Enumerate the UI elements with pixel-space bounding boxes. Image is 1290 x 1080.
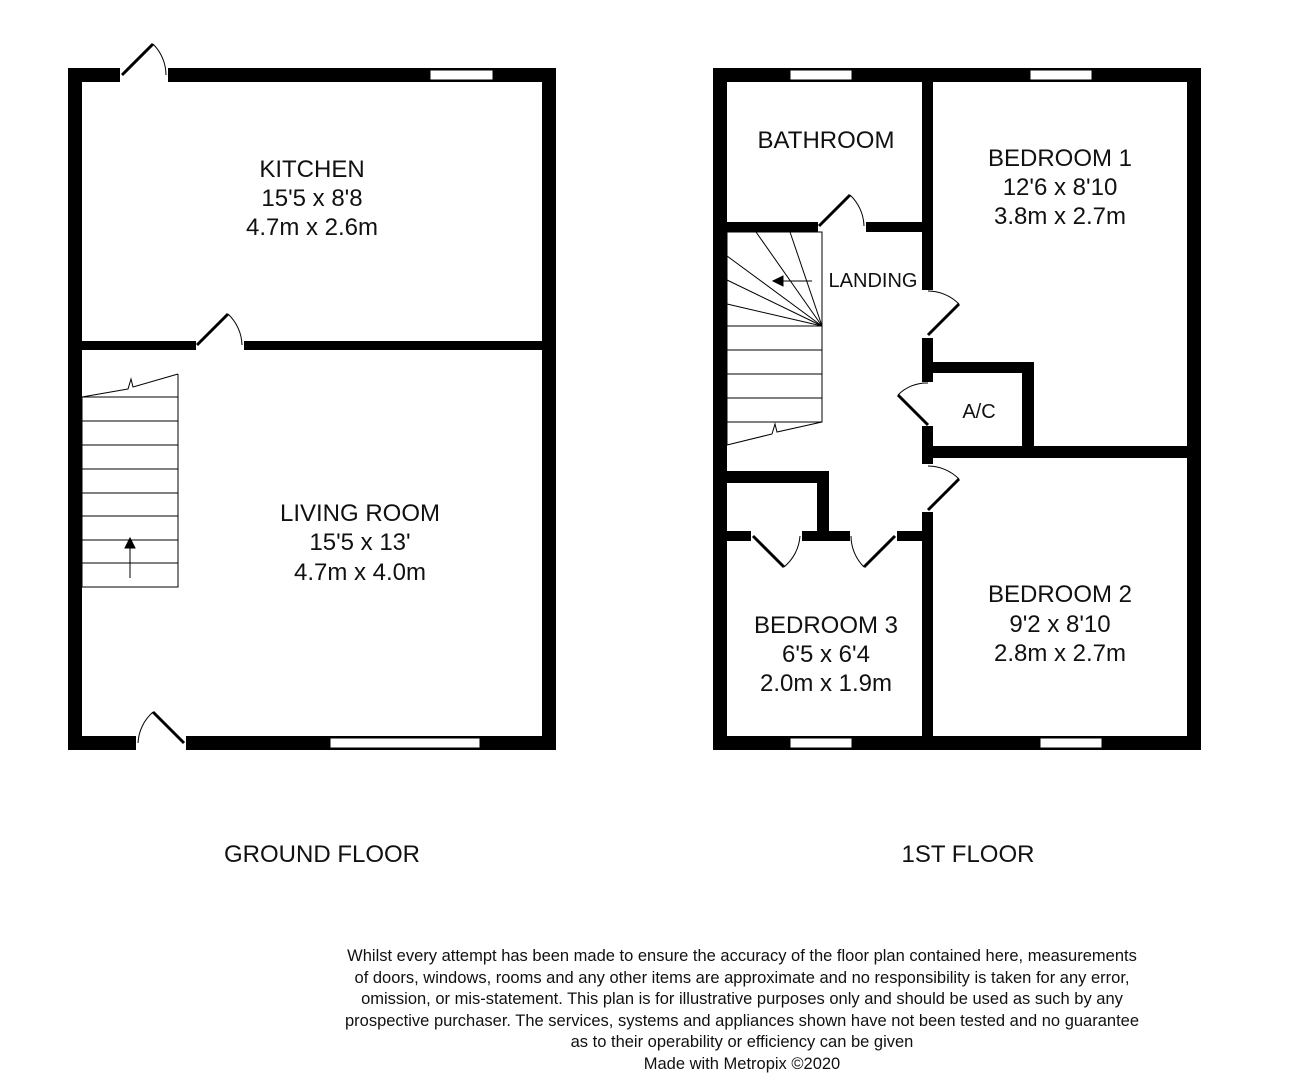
ground-floor-doors xyxy=(122,44,242,743)
kitchen-imperial: 15'5 x 8'8 xyxy=(261,185,363,212)
disclaimer-line: omission, or mis-statement. This plan is for illustrative purposes only and should be used as such by any xyxy=(361,990,1123,1008)
wall xyxy=(713,736,1201,750)
wall xyxy=(68,68,82,750)
stair-break-line xyxy=(727,422,822,445)
stair-cupboard-door xyxy=(851,536,895,567)
ground-floor-plan xyxy=(68,44,556,868)
wall xyxy=(68,736,136,750)
living-room-metric: 4.7m x 4.0m xyxy=(293,559,427,586)
wall xyxy=(727,471,829,483)
wall xyxy=(713,68,1201,82)
first-floor-label: 1ST FLOOR xyxy=(901,841,1035,868)
window xyxy=(1030,70,1092,80)
bathroom-door xyxy=(819,195,864,226)
kitchen-living-door xyxy=(197,314,242,345)
wall xyxy=(1022,362,1034,450)
front-door xyxy=(138,712,184,743)
wall xyxy=(866,222,933,232)
window xyxy=(790,738,852,748)
bedroom2-imperial: 9'2 x 8'10 xyxy=(1009,611,1111,638)
disclaimer-line: as to their operability or efficiency can be given xyxy=(570,1033,914,1051)
bedroom1-metric: 3.8m x 2.7m xyxy=(993,203,1127,230)
staircase xyxy=(727,232,822,422)
wall xyxy=(922,512,933,750)
disclaimer-line: of doors, windows, rooms and any other items are approximate and no responsibility is taken for any error, xyxy=(354,968,1130,987)
wall xyxy=(82,341,196,350)
wall xyxy=(802,531,850,541)
disclaimer-line: prospective purchaser. The services, systems and appliances shown have not been tested and no guarantee xyxy=(344,1011,1140,1030)
ground-floor-label: GROUND FLOOR xyxy=(223,841,421,868)
bedroom3-name: BEDROOM 3 xyxy=(753,612,899,639)
kitchen-name: KITCHEN xyxy=(259,156,365,183)
wall xyxy=(922,362,1034,373)
bedroom2-metric: 2.8m x 2.7m xyxy=(993,640,1127,667)
wall xyxy=(168,68,556,82)
disclaimer xyxy=(270,946,1214,1075)
first-floor-plan xyxy=(713,68,1201,868)
ground-floor-stairs xyxy=(82,374,178,587)
metropix-credit: Made with Metropix ©2020 xyxy=(643,1054,841,1073)
wall xyxy=(922,446,1201,458)
bedroom3-imperial: 6'5 x 6'4 xyxy=(782,641,870,668)
wall xyxy=(922,338,933,382)
kitchen-back-door xyxy=(122,44,166,75)
wall xyxy=(897,531,933,541)
arrow-left-icon xyxy=(773,276,783,286)
wall xyxy=(1187,68,1201,750)
bedroom1-door xyxy=(928,291,959,335)
living-room-imperial: 15'5 x 13' xyxy=(309,529,411,556)
bedroom3-door xyxy=(753,536,800,567)
window xyxy=(330,738,480,748)
bathroom-name: BATHROOM xyxy=(757,127,895,154)
bedroom3-metric: 2.0m x 1.9m xyxy=(759,670,893,697)
disclaimer-line: Whilst every attempt has been made to ensure the accuracy of the floor plan contained here, measurements xyxy=(347,947,1137,965)
wall xyxy=(727,531,751,541)
wall xyxy=(713,68,727,750)
airing-cupboard-name: A/C xyxy=(962,401,996,423)
window xyxy=(1040,738,1102,748)
stair-break-line xyxy=(82,374,178,397)
wall xyxy=(922,426,933,464)
airing-cupboard-door xyxy=(898,383,928,425)
first-floor-stairs xyxy=(727,232,822,445)
window xyxy=(430,70,493,80)
bedroom1-imperial: 12'6 x 8'10 xyxy=(1002,174,1118,201)
kitchen-metric: 4.7m x 2.6m xyxy=(245,214,379,241)
wall xyxy=(542,68,556,750)
landing-name: LANDING xyxy=(828,270,918,292)
wall xyxy=(922,82,933,234)
living-room-name: LIVING ROOM xyxy=(279,500,441,527)
bedroom2-door xyxy=(928,466,959,510)
ground-floor-labels xyxy=(224,156,440,868)
wall xyxy=(727,222,818,232)
wall xyxy=(244,341,544,350)
wall xyxy=(922,232,933,290)
window xyxy=(790,70,852,80)
bedroom1-name: BEDROOM 1 xyxy=(987,145,1133,172)
first-floor-labels xyxy=(754,127,1132,868)
bedroom2-name: BEDROOM 2 xyxy=(987,581,1133,608)
